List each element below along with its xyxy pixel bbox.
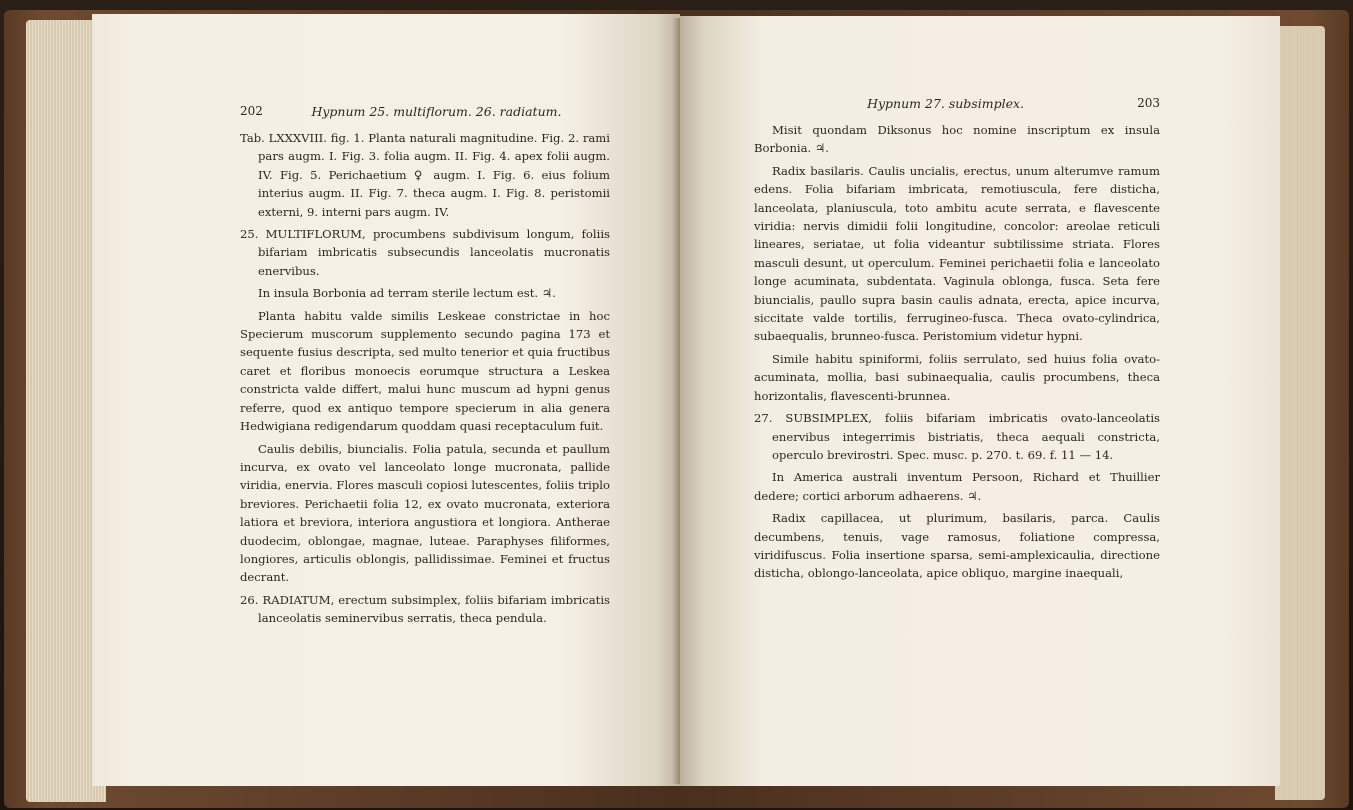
right-page-text bbox=[754, 121, 1160, 583]
paragraph: Tab. LXXXVIII. fig. 1. Planta naturali magnitudine. Fig. 2. rami pars augm. I. Fig. 3. folia augm. II. Fig. 4. apex folii augm. IV. Fig. 5. Perichaetium ♀ augm. I. Fig. 6. eius folium interius augm. II. Fig. 7. theca augm. I. Fig. 8. peristomii externi, 9. interni pars augm. IV. bbox=[240, 131, 610, 219]
paragraph: Radix basilaris. Caulis uncialis, erectus, unum alterumve ramum edens. Folia bifariam imbricata, remotiuscula, fere disticha, lanceolata, planiuscula, toto ambitu acute serrata, e flavescente viridia: nervis dimidii folii longitudine, concolor: areolae reticuli lineares, seriatae, ut folia videantur subtilissime striata. Flores masculi desunt, ut operculum. Feminei perichaetii folia e lanceolato longe acuminata, subdentata. Vaginula oblonga, fusca. Seta fere biuncialis, paullo supra basin caulis adnata, erecta, apice incurva, siccitate valde tortilis, ferrugineo-fusca. Theca ovato-cylindrica, subaequalis, brunneo-fusca. Peristomium videtur hypni. bbox=[754, 163, 1160, 344]
paragraph: Simile habitu spiniformi, foliis serrulato, sed huius folia ovato-acuminata, mollia, basi subinaequalia, caulis procumbens, theca horizontalis, flavescenti-brunnea. bbox=[754, 351, 1160, 403]
right-page-edges bbox=[1275, 26, 1325, 800]
paragraph: In America australi inventum Persoon, Richard et Thuillier dedere; cortici arborum adhaerens. ♃. bbox=[754, 470, 1160, 503]
species-entry-multiflorum: 25. MULTIFLORUM, procumbens subdivisum longum, foliis bifariam imbricatis subsecundis lanceolatis mucronatis enervibus. bbox=[240, 227, 610, 278]
right-page-header bbox=[754, 96, 1160, 111]
left-running-title: Hypnum 25. multiflorum. 26. radiatum. bbox=[311, 104, 562, 119]
paragraph: Caulis debilis, biuncialis. Folia patula, secunda et paullum incurva, ex ovato vel lanceolato longe mucronata, pallide viridia, enervia. Flores masculi copiosi lutescentes, foliis triplo breviores. Perichaetii folia 12, ex ovato mucronata, exteriora latiora et breviora, interiora angustiora et longiora. Antherae duodecim, oblongae, magnae, luteae. Paraphyses filiformes, longiores, articulis oblongis, pallidissimae. Feminei et fructus decrant. bbox=[240, 441, 610, 585]
species-entry-subsimplex: 27. SUBSIMPLEX, foliis bifariam imbricatis ovato-lanceolatis enervibus integerrimis bistriatis, theca aequali constricta, operculo brevirostri. Spec. musc. p. 270. t. 69. f. 11 — 14. bbox=[754, 411, 1160, 462]
paragraph: In insula Borbonia ad terram sterile lectum est. ♃. bbox=[258, 286, 556, 301]
species-entry-radiatum: 26. RADIATUM, erectum subsimplex, foliis bifariam imbricatis lanceolatis seminervibus serratis, theca pendula. bbox=[240, 592, 610, 626]
left-page-header bbox=[240, 104, 610, 119]
left-page-text bbox=[240, 129, 610, 628]
right-running-title: Hypnum 27. subsimplex. bbox=[867, 96, 1024, 111]
left-page bbox=[92, 14, 680, 786]
right-page bbox=[680, 16, 1280, 786]
right-page-number: 203 bbox=[1137, 96, 1160, 110]
paragraph: Radix capillacea, ut plurimum, basilaris, parca. Caulis decumbens, tenuis, vage ramosus, foliatione compressa, viridifuscus. Folia insertione sparsa, semi-amplexicaulia, directione disticha, oblongo-lanceolata, apice obliquo, margine inaequali, bbox=[754, 511, 1160, 581]
paragraph: Planta habitu valde similis Leskeae constrictae in hoc Specierum muscorum supplemento secundo pagina 173 et sequente fusius descripta, sed multo tenerior et quia fructibus caret et floribus monoecis eorumque structura a Leskea constricta valde differt, malui hunc muscum ad hypni genus referre, quod ex antiquo tempore specierum in alia genera Hedwigiana redigendarum quoddam quasi receptaculum fuit. bbox=[240, 308, 610, 434]
paragraph: Misit quondam Diksonus hoc nomine inscriptum ex insula Borbonia. ♃. bbox=[754, 123, 1160, 156]
left-page-number: 202 bbox=[240, 104, 263, 118]
